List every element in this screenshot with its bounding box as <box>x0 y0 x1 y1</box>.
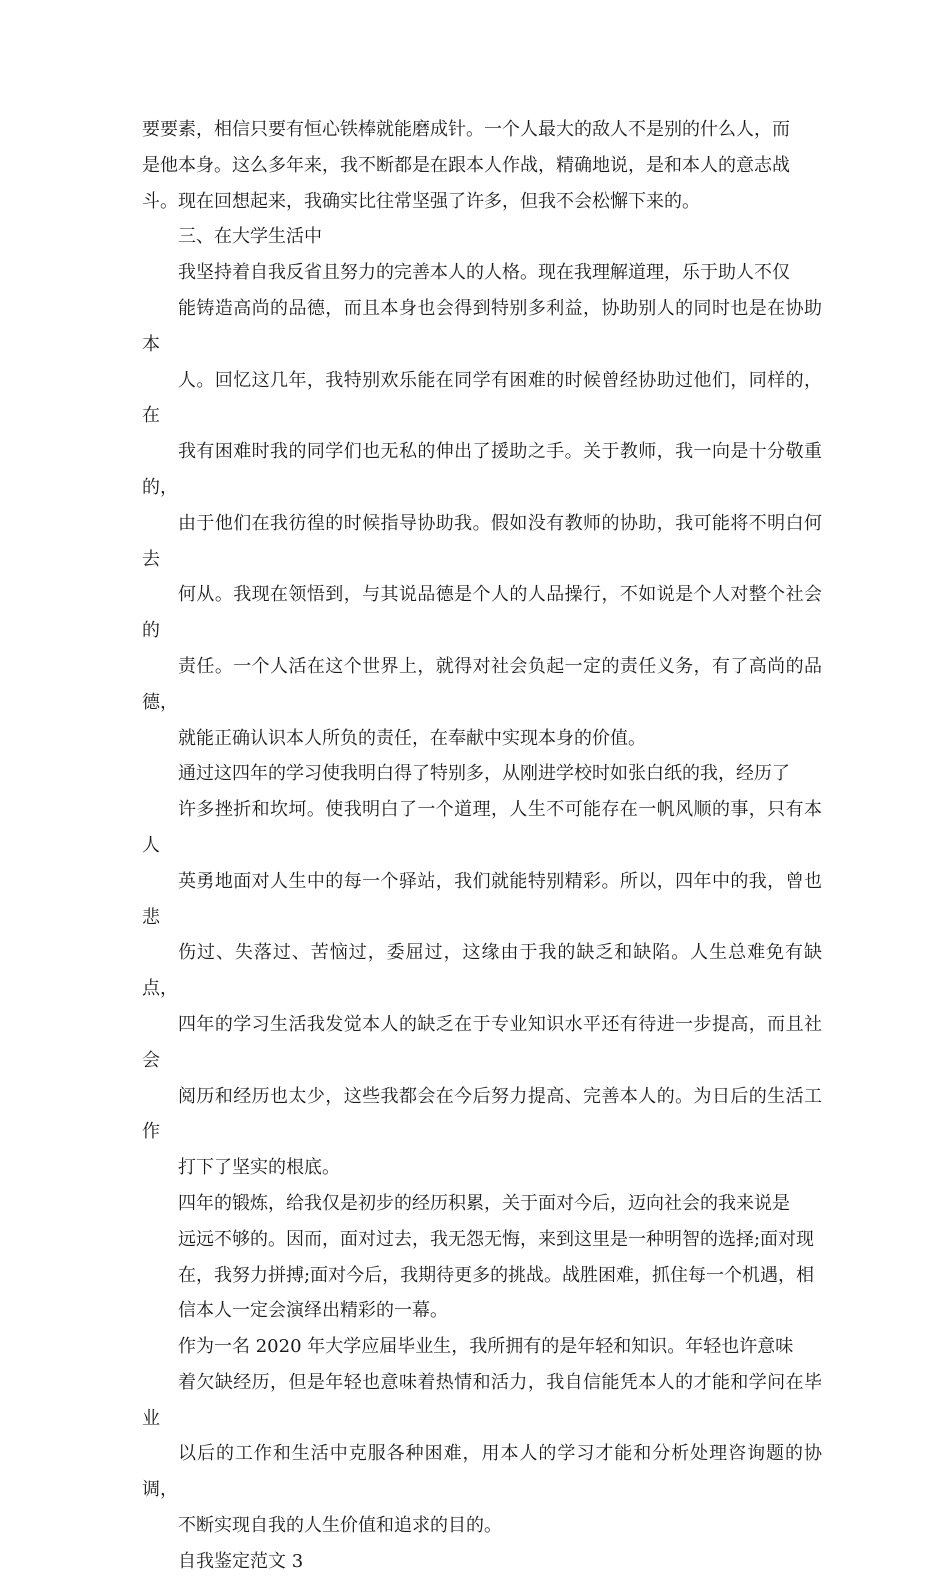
text-line: 伤过、失落过、苦恼过，委屈过，这缘由于我的缺乏和缺陷。人生总难免有缺点， <box>142 942 822 1000</box>
text-line: 信本人一定会演绎出精彩的一幕。 <box>178 1300 448 1322</box>
text-line: 打下了坚实的根底。 <box>178 1157 340 1179</box>
text-line: 在，我努力拼搏;面对今后，我期待更多的挑战。战胜困难，抓住每一个机遇，相 <box>178 1264 815 1286</box>
text-line: 责任。一个人活在这个世界上，就得对社会负起一定的责任义务，有了高尚的品德， <box>142 655 822 713</box>
text-line: 阅历和经历也太少，这些我都会在今后努力提高、完善本人的。为日后的生活工作 <box>142 1085 822 1143</box>
text-line: 斗。现在回想起来，我确实比往常坚强了许多，但我不会松懈下来的。 <box>142 190 700 212</box>
text-line: 是他本身。这么多年来，我不断都是在跟本人作战，精确地说，是和本人的意志战 <box>142 154 790 176</box>
paragraph <box>142 255 822 756</box>
text-line: 通过这四年的学习使我明白得了特别多，从刚进学校时如张白纸的我，经历了 <box>178 763 790 785</box>
paragraph-continuation <box>142 112 822 219</box>
paragraph <box>142 1329 822 1544</box>
text-line: 我坚持着自我反省且努力的完善本人的人格。现在我理解道理，乐于助人不仅 <box>178 262 790 284</box>
text-line: 何从。我现在领悟到，与其说品德是个人的人品操行，不如说是个人对整个社会的 <box>142 584 822 642</box>
document-body <box>142 112 822 1580</box>
paragraph <box>142 1186 822 1329</box>
text-line: 我有困难时我的同学们也无私的伸出了援助之手。关于教师，我一向是十分敬重的， <box>142 441 822 498</box>
section-heading <box>142 219 822 255</box>
text-line: 英勇地面对人生中的每一个驿站，我们就能特别精彩。所以，四年中的我，曾也悲 <box>142 870 822 928</box>
text-line: 四年的学习生活我发觉本人的缺乏在于专业知识水平还有待进一步提高，而且社会 <box>142 1013 822 1071</box>
text-line: 人。回忆这几年，我特别欢乐能在同学有困难的时候曾经协助过他们，同样的，在 <box>142 369 822 427</box>
paragraph <box>142 756 822 1186</box>
text-line: 不断实现自我的人生价值和追求的目的。 <box>178 1515 502 1537</box>
text-line: 以后的工作和生活中克服各种困难，用本人的学习才能和分析处理咨询题的协调， <box>142 1443 822 1501</box>
text-line: 由于他们在我彷徨的时候指导协助我。假如没有教师的协助，我可能将不明白何去 <box>142 512 822 570</box>
section-heading-text: 三、在大学生活中 <box>178 226 322 248</box>
text-line: 作为一名 2020 年大学应届毕业生，我所拥有的是年轻和知识。年轻也许意味 <box>178 1336 794 1358</box>
text-line: 着欠缺经历，但是年轻也意味着热情和活力，我自信能凭本人的才能和学问在毕业 <box>142 1371 822 1429</box>
text-line: 远远不够的。因而，面对过去，我无怨无悔，来到这里是一种明智的选择;面对现 <box>178 1228 815 1250</box>
text-line: 要要素，相信只要有恒心铁棒就能磨成针。一个人最大的敌人不是别的什么人，而 <box>142 119 790 140</box>
section-title <box>142 1544 822 1580</box>
text-line: 就能正确认识本人所负的责任，在奉献中实现本身的价值。 <box>178 727 646 749</box>
text-line: 许多挫折和坎坷。使我明白了一个道理，人生不可能存在一帆风顺的事，只有本人 <box>142 799 822 856</box>
text-line: 能铸造高尚的品德，而且本身也会得到特别多利益，协助别人的同时也是在协助本 <box>142 297 822 355</box>
section-title-text: 自我鉴定范文 3 <box>178 1550 304 1572</box>
text-line: 四年的锻炼，给我仅是初步的经历积累，关于面对今后，迈向社会的我来说是 <box>178 1192 790 1214</box>
